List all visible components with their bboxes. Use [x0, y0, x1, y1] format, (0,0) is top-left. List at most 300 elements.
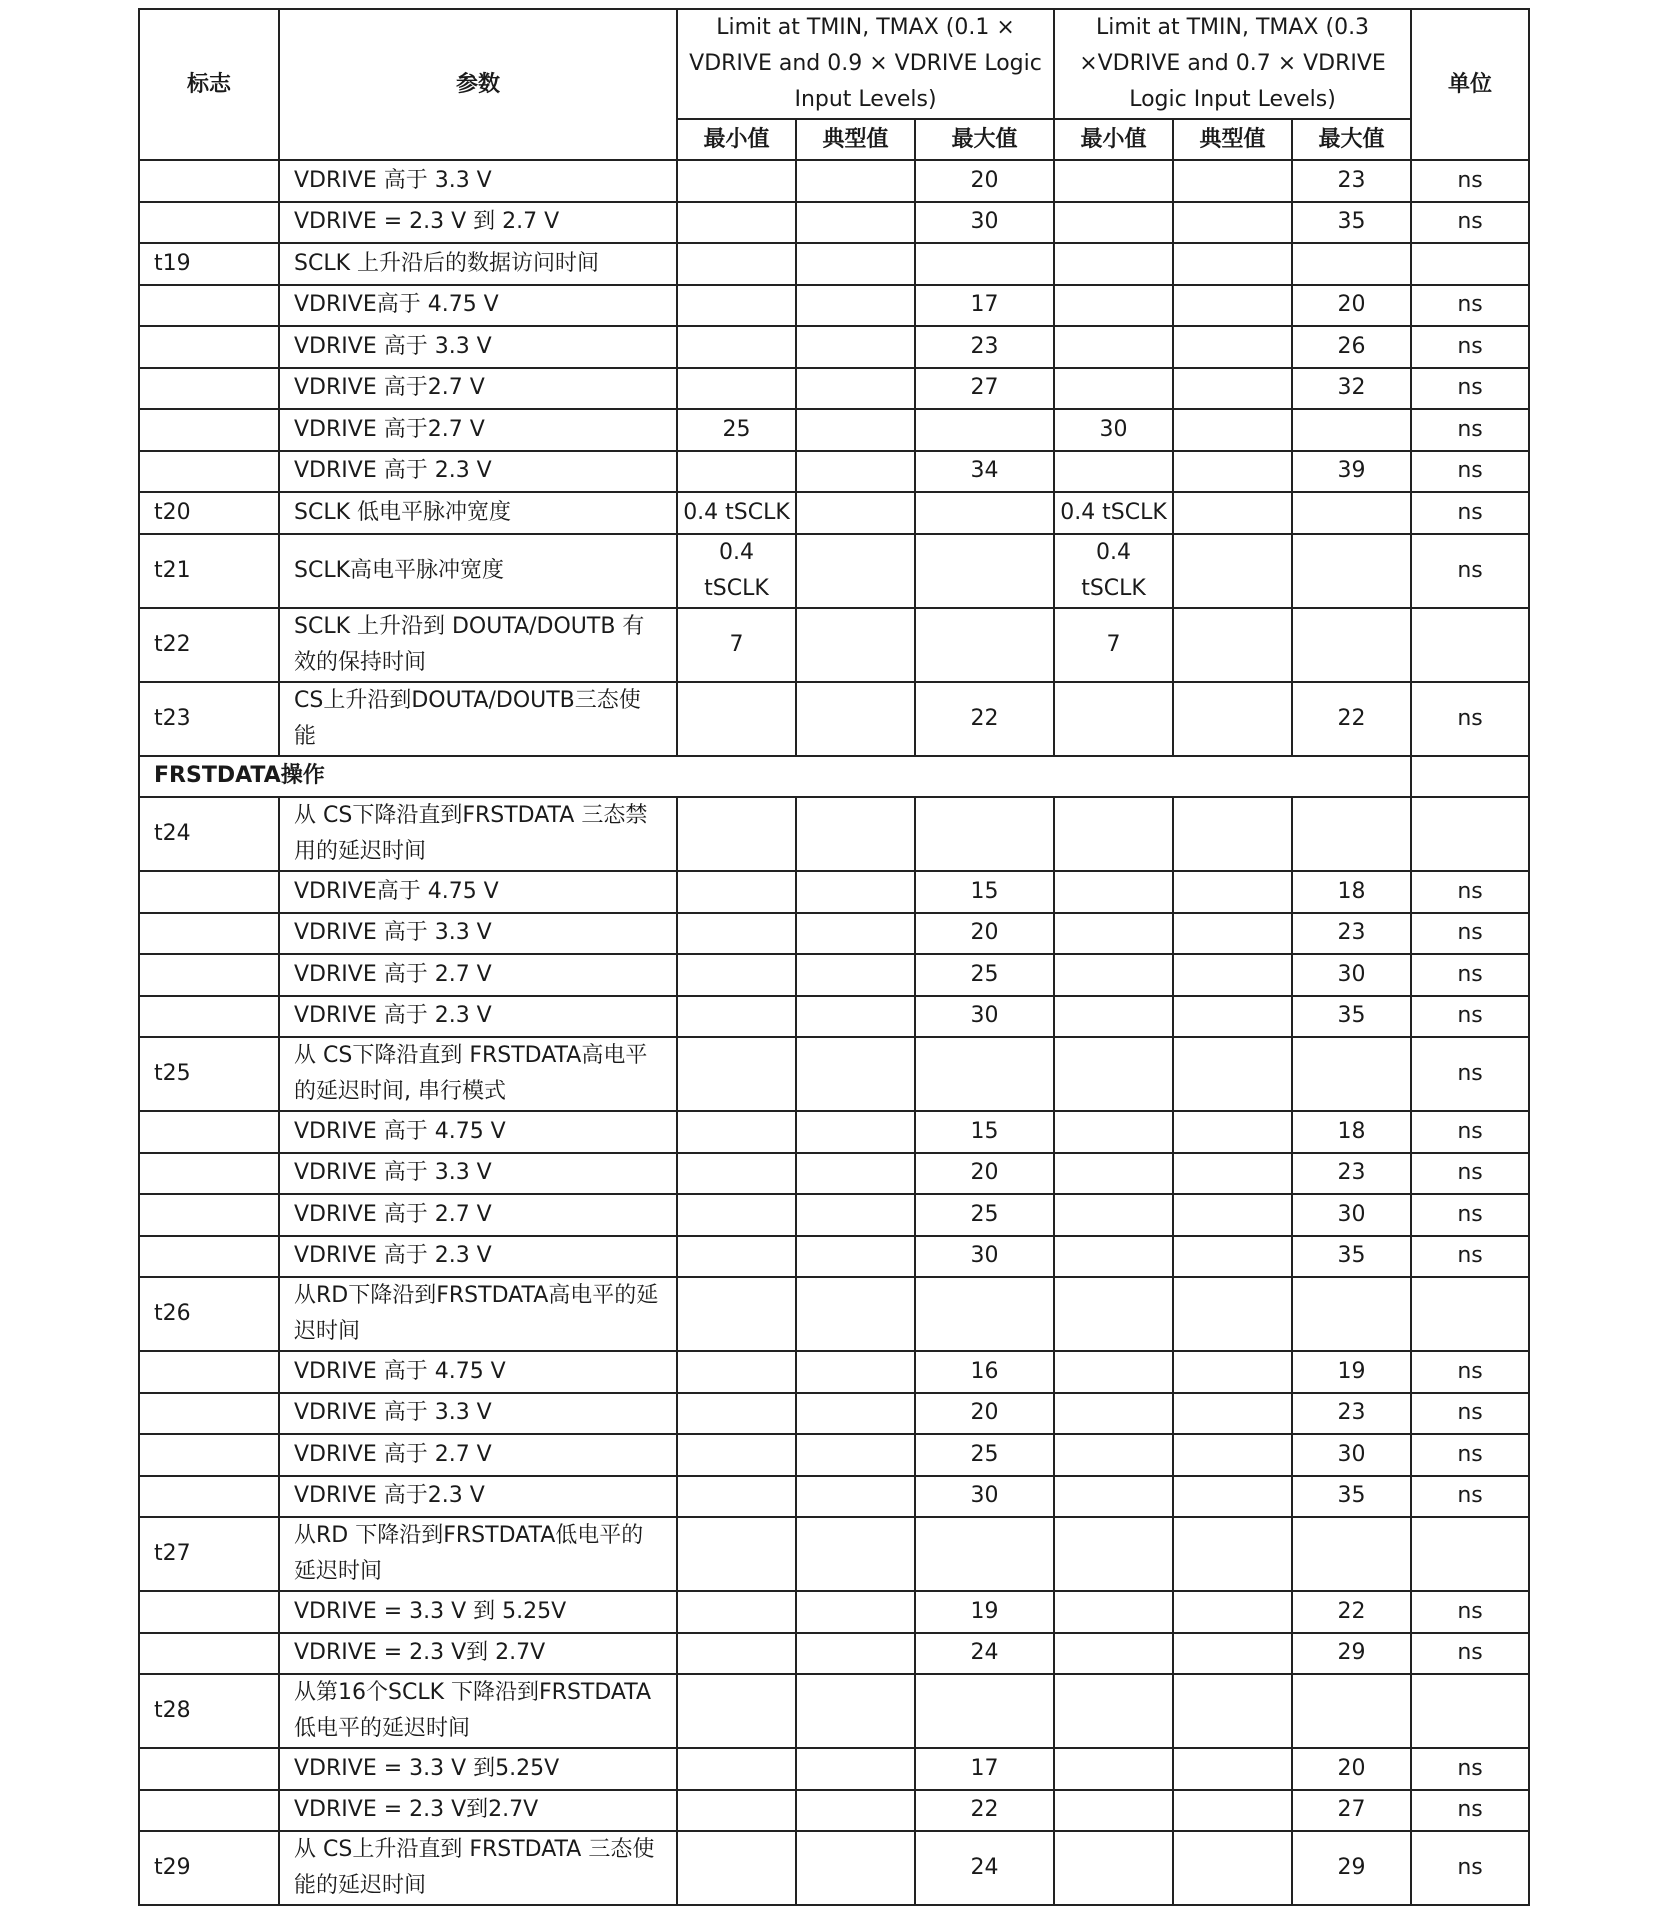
- limit-a-typ-cell: [796, 996, 915, 1038]
- symbol-cell: [139, 1111, 279, 1153]
- symbol-cell: [139, 1434, 279, 1476]
- limit-a-max-cell: [915, 1277, 1054, 1351]
- limit-a-min-cell: [677, 160, 796, 202]
- limit-a-min-cell: [677, 1831, 796, 1905]
- unit-cell: ns: [1411, 1591, 1529, 1633]
- unit-cell: [1411, 1517, 1529, 1591]
- parameter-cell: SCLK高电平脉冲宽度: [279, 534, 677, 608]
- limit-b-typ-cell: [1173, 1831, 1292, 1905]
- table-row: [139, 1591, 1529, 1633]
- limit-b-typ-cell: [1173, 1236, 1292, 1278]
- parameter-cell: SCLK 低电平脉冲宽度: [279, 492, 677, 534]
- limit-a-max-cell: 27: [915, 368, 1054, 410]
- table-row: [139, 1277, 1529, 1351]
- limit-a-typ-cell: [796, 871, 915, 913]
- limit-b-typ-cell: [1173, 1393, 1292, 1435]
- parameter-cell: VDRIVE = 2.3 V到 2.7V: [279, 1633, 677, 1675]
- header-unit: 单位: [1411, 9, 1529, 160]
- symbol-cell: t24: [139, 797, 279, 871]
- table-row: [139, 1037, 1529, 1111]
- limit-a-typ-cell: [796, 1111, 915, 1153]
- limit-a-min-cell: [677, 996, 796, 1038]
- unit-cell: ns: [1411, 368, 1529, 410]
- unit-cell: [1411, 1277, 1529, 1351]
- limit-b-max-cell: [1292, 1277, 1411, 1351]
- limit-b-typ-cell: [1173, 682, 1292, 756]
- limit-a-min-cell: [677, 1351, 796, 1393]
- section-title: FRSTDATA操作: [139, 756, 1411, 798]
- limit-a-min-cell: [677, 1790, 796, 1832]
- limit-b-min-cell: [1054, 1674, 1173, 1748]
- symbol-cell: [139, 1633, 279, 1675]
- limit-a-min-cell: [677, 285, 796, 327]
- limit-a-min-cell: 7: [677, 608, 796, 682]
- limit-a-max-cell: [915, 1517, 1054, 1591]
- limit-b-min-cell: 30: [1054, 409, 1173, 451]
- limit-b-min-cell: [1054, 1748, 1173, 1790]
- parameter-cell: VDRIVE 高于2.7 V: [279, 409, 677, 451]
- limit-a-max-cell: 30: [915, 1236, 1054, 1278]
- limit-b-typ-cell: [1173, 160, 1292, 202]
- limit-b-min-cell: [1054, 797, 1173, 871]
- limit-b-typ-cell: [1173, 608, 1292, 682]
- limit-a-min-cell: [677, 954, 796, 996]
- header-limit-a: Limit at TMIN, TMAX (0.1 × VDRIVE and 0.9 × VDRIVE Logic Input Levels): [677, 9, 1054, 119]
- limit-b-typ-cell: [1173, 202, 1292, 244]
- limit-a-typ-cell: [796, 608, 915, 682]
- symbol-cell: t20: [139, 492, 279, 534]
- parameter-cell: SCLK 上升沿后的数据访问时间: [279, 243, 677, 285]
- limit-b-min-cell: [1054, 1434, 1173, 1476]
- limit-a-max-cell: 20: [915, 913, 1054, 955]
- limit-a-max-cell: 17: [915, 1748, 1054, 1790]
- header-b-min: 最小值: [1054, 119, 1173, 160]
- limit-b-max-cell: 18: [1292, 871, 1411, 913]
- limit-a-min-cell: [677, 368, 796, 410]
- limit-b-typ-cell: [1173, 1194, 1292, 1236]
- limit-b-min-cell: [1054, 285, 1173, 327]
- symbol-cell: [139, 1153, 279, 1195]
- limit-a-max-cell: 20: [915, 1393, 1054, 1435]
- limit-a-typ-cell: [796, 1633, 915, 1675]
- limit-a-typ-cell: [796, 1674, 915, 1748]
- unit-cell: ns: [1411, 326, 1529, 368]
- limit-b-max-cell: [1292, 797, 1411, 871]
- table-row: [139, 954, 1529, 996]
- unit-cell: ns: [1411, 160, 1529, 202]
- limit-b-min-cell: [1054, 1037, 1173, 1111]
- limit-b-typ-cell: [1173, 1037, 1292, 1111]
- limit-a-max-cell: [915, 1674, 1054, 1748]
- limit-b-max-cell: 22: [1292, 682, 1411, 756]
- limit-b-max-cell: 27: [1292, 1790, 1411, 1832]
- symbol-cell: [139, 1393, 279, 1435]
- unit-cell: ns: [1411, 682, 1529, 756]
- unit-cell: ns: [1411, 996, 1529, 1038]
- symbol-cell: [139, 1591, 279, 1633]
- unit-cell: ns: [1411, 285, 1529, 327]
- limit-a-min-cell: [677, 1434, 796, 1476]
- limit-b-typ-cell: [1173, 243, 1292, 285]
- table-row: [139, 1633, 1529, 1675]
- limit-a-typ-cell: [796, 368, 915, 410]
- limit-a-min-cell: [677, 1674, 796, 1748]
- unit-cell: ns: [1411, 1434, 1529, 1476]
- limit-b-min-cell: [1054, 1831, 1173, 1905]
- limit-b-max-cell: 23: [1292, 1393, 1411, 1435]
- limit-a-max-cell: 15: [915, 1111, 1054, 1153]
- limit-b-typ-cell: [1173, 797, 1292, 871]
- limit-b-min-cell: [1054, 996, 1173, 1038]
- table-row: [139, 368, 1529, 410]
- limit-a-min-cell: [677, 1277, 796, 1351]
- unit-cell: ns: [1411, 1393, 1529, 1435]
- limit-b-max-cell: [1292, 409, 1411, 451]
- symbol-cell: t23: [139, 682, 279, 756]
- parameter-cell: 从 CS下降沿直到FRSTDATA 三态禁用的延迟时间: [279, 797, 677, 871]
- limit-b-max-cell: 35: [1292, 996, 1411, 1038]
- table-row: [139, 1748, 1529, 1790]
- table-row: [139, 1831, 1529, 1905]
- unit-cell: [1411, 756, 1529, 798]
- symbol-cell: [139, 285, 279, 327]
- parameter-cell: 从RD下降沿到FRSTDATA高电平的延迟时间: [279, 1277, 677, 1351]
- parameter-cell: VDRIVE = 3.3 V 到5.25V: [279, 1748, 677, 1790]
- limit-b-min-cell: [1054, 1591, 1173, 1633]
- table-row: [139, 492, 1529, 534]
- limit-b-max-cell: 26: [1292, 326, 1411, 368]
- limit-b-typ-cell: [1173, 1434, 1292, 1476]
- limit-b-typ-cell: [1173, 1748, 1292, 1790]
- symbol-cell: [139, 160, 279, 202]
- symbol-cell: [139, 326, 279, 368]
- symbol-cell: [139, 1194, 279, 1236]
- symbol-cell: [139, 954, 279, 996]
- limit-a-min-cell: [677, 202, 796, 244]
- table-row: [139, 451, 1529, 493]
- limit-b-typ-cell: [1173, 913, 1292, 955]
- limit-b-typ-cell: [1173, 492, 1292, 534]
- parameter-cell: VDRIVE高于 4.75 V: [279, 285, 677, 327]
- limit-b-typ-cell: [1173, 409, 1292, 451]
- limit-b-max-cell: 32: [1292, 368, 1411, 410]
- limit-a-max-cell: 24: [915, 1633, 1054, 1675]
- limit-b-min-cell: [1054, 160, 1173, 202]
- limit-a-typ-cell: [796, 409, 915, 451]
- limit-a-min-cell: [677, 913, 796, 955]
- limit-a-typ-cell: [796, 1277, 915, 1351]
- parameter-cell: VDRIVE 高于 2.7 V: [279, 954, 677, 996]
- limit-a-min-cell: [677, 326, 796, 368]
- limit-a-min-cell: [677, 682, 796, 756]
- table-row: [139, 202, 1529, 244]
- limit-a-typ-cell: [796, 1393, 915, 1435]
- limit-b-max-cell: 30: [1292, 1434, 1411, 1476]
- limit-a-max-cell: 15: [915, 871, 1054, 913]
- symbol-cell: t25: [139, 1037, 279, 1111]
- limit-b-min-cell: [1054, 1153, 1173, 1195]
- limit-b-max-cell: 35: [1292, 1476, 1411, 1518]
- limit-a-typ-cell: [796, 202, 915, 244]
- limit-a-max-cell: [915, 797, 1054, 871]
- limit-a-typ-cell: [796, 1831, 915, 1905]
- unit-cell: ns: [1411, 1633, 1529, 1675]
- symbol-cell: t26: [139, 1277, 279, 1351]
- limit-a-max-cell: 22: [915, 682, 1054, 756]
- limit-b-max-cell: [1292, 492, 1411, 534]
- limit-b-typ-cell: [1173, 1633, 1292, 1675]
- header-a-typ: 典型值: [796, 119, 915, 160]
- limit-b-max-cell: 19: [1292, 1351, 1411, 1393]
- limit-a-typ-cell: [796, 1194, 915, 1236]
- unit-cell: ns: [1411, 1236, 1529, 1278]
- table-row: [139, 285, 1529, 327]
- limit-a-min-cell: [677, 1591, 796, 1633]
- limit-a-min-cell: 25: [677, 409, 796, 451]
- table-row: [139, 682, 1529, 756]
- parameter-cell: VDRIVE 高于 2.7 V: [279, 1194, 677, 1236]
- parameter-cell: VDRIVE 高于 2.7 V: [279, 1434, 677, 1476]
- limit-b-min-cell: [1054, 1517, 1173, 1591]
- limit-b-typ-cell: [1173, 1153, 1292, 1195]
- limit-b-max-cell: 18: [1292, 1111, 1411, 1153]
- header-limit-b: Limit at TMIN, TMAX (0.3 ×VDRIVE and 0.7 × VDRIVE Logic Input Levels): [1054, 9, 1411, 119]
- symbol-cell: [139, 1351, 279, 1393]
- unit-cell: [1411, 797, 1529, 871]
- table-row: [139, 326, 1529, 368]
- table-row: [139, 1393, 1529, 1435]
- limit-a-typ-cell: [796, 243, 915, 285]
- table-row: [139, 1674, 1529, 1748]
- limit-b-min-cell: [1054, 451, 1173, 493]
- symbol-cell: t19: [139, 243, 279, 285]
- limit-a-typ-cell: [796, 326, 915, 368]
- limit-b-typ-cell: [1173, 368, 1292, 410]
- limit-a-max-cell: [915, 608, 1054, 682]
- table-row: [139, 871, 1529, 913]
- parameter-cell: VDRIVE 高于 2.3 V: [279, 451, 677, 493]
- limit-b-min-cell: [1054, 326, 1173, 368]
- limit-b-max-cell: [1292, 243, 1411, 285]
- limit-a-typ-cell: [796, 451, 915, 493]
- unit-cell: ns: [1411, 1037, 1529, 1111]
- unit-cell: ns: [1411, 534, 1529, 608]
- header-b-max: 最大值: [1292, 119, 1411, 160]
- limit-a-typ-cell: [796, 285, 915, 327]
- limit-b-min-cell: 0.4 tSCLK: [1054, 492, 1173, 534]
- limit-a-max-cell: [915, 243, 1054, 285]
- table-row: [139, 1111, 1529, 1153]
- limit-a-min-cell: [677, 1476, 796, 1518]
- limit-a-typ-cell: [796, 1153, 915, 1195]
- parameter-cell: VDRIVE 高于 3.3 V: [279, 1153, 677, 1195]
- limit-b-typ-cell: [1173, 871, 1292, 913]
- limit-b-typ-cell: [1173, 1476, 1292, 1518]
- limit-a-max-cell: 16: [915, 1351, 1054, 1393]
- limit-a-min-cell: [677, 1153, 796, 1195]
- limit-b-min-cell: [1054, 1111, 1173, 1153]
- symbol-cell: [139, 409, 279, 451]
- parameter-cell: VDRIVE 高于 3.3 V: [279, 326, 677, 368]
- limit-a-typ-cell: [796, 682, 915, 756]
- limit-a-max-cell: 30: [915, 202, 1054, 244]
- parameter-cell: VDRIVE高于 4.75 V: [279, 871, 677, 913]
- limit-a-min-cell: [677, 1748, 796, 1790]
- limit-a-typ-cell: [796, 1037, 915, 1111]
- limit-a-min-cell: [677, 451, 796, 493]
- limit-b-max-cell: [1292, 608, 1411, 682]
- unit-cell: ns: [1411, 1476, 1529, 1518]
- limit-a-max-cell: [915, 1037, 1054, 1111]
- limit-a-typ-cell: [796, 1351, 915, 1393]
- limit-a-max-cell: [915, 492, 1054, 534]
- limit-a-min-cell: [677, 1037, 796, 1111]
- limit-b-typ-cell: [1173, 285, 1292, 327]
- parameter-cell: VDRIVE 高于 3.3 V: [279, 160, 677, 202]
- unit-cell: ns: [1411, 1194, 1529, 1236]
- table-body: [139, 160, 1529, 1905]
- limit-b-min-cell: 0.4 tSCLK: [1054, 534, 1173, 608]
- limit-a-min-cell: [677, 1111, 796, 1153]
- limit-a-max-cell: 22: [915, 1790, 1054, 1832]
- limit-a-min-cell: [677, 1194, 796, 1236]
- limit-b-max-cell: 20: [1292, 285, 1411, 327]
- parameter-cell: VDRIVE = 2.3 V 到 2.7 V: [279, 202, 677, 244]
- table-row: [139, 160, 1529, 202]
- table-row: [139, 996, 1529, 1038]
- limit-b-max-cell: 29: [1292, 1633, 1411, 1675]
- limit-a-min-cell: [677, 1517, 796, 1591]
- parameter-cell: VDRIVE 高于 3.3 V: [279, 913, 677, 955]
- table-row: [139, 534, 1529, 608]
- limit-a-typ-cell: [796, 1236, 915, 1278]
- limit-a-typ-cell: [796, 913, 915, 955]
- limit-b-max-cell: 35: [1292, 202, 1411, 244]
- limit-a-max-cell: 20: [915, 160, 1054, 202]
- limit-a-typ-cell: [796, 492, 915, 534]
- limit-b-typ-cell: [1173, 954, 1292, 996]
- limit-b-typ-cell: [1173, 1591, 1292, 1633]
- limit-a-typ-cell: [796, 954, 915, 996]
- limit-b-max-cell: 22: [1292, 1591, 1411, 1633]
- limit-a-typ-cell: [796, 534, 915, 608]
- limit-a-max-cell: 19: [915, 1591, 1054, 1633]
- limit-b-max-cell: 23: [1292, 1153, 1411, 1195]
- limit-b-max-cell: 23: [1292, 160, 1411, 202]
- limit-a-max-cell: 24: [915, 1831, 1054, 1905]
- limit-b-min-cell: [1054, 1633, 1173, 1675]
- limit-a-typ-cell: [796, 160, 915, 202]
- unit-cell: ns: [1411, 1748, 1529, 1790]
- limit-b-typ-cell: [1173, 451, 1292, 493]
- symbol-cell: [139, 1790, 279, 1832]
- limit-a-max-cell: 25: [915, 954, 1054, 996]
- limit-a-min-cell: [677, 797, 796, 871]
- limit-a-typ-cell: [796, 1748, 915, 1790]
- parameter-cell: 从 CS上升沿直到 FRSTDATA 三态使能的延迟时间: [279, 1831, 677, 1905]
- symbol-cell: [139, 451, 279, 493]
- symbol-cell: t21: [139, 534, 279, 608]
- unit-cell: ns: [1411, 1111, 1529, 1153]
- parameter-cell: VDRIVE 高于 2.3 V: [279, 996, 677, 1038]
- limit-a-max-cell: 30: [915, 1476, 1054, 1518]
- table-row: [139, 1194, 1529, 1236]
- header-symbol: 标志: [139, 9, 279, 160]
- parameter-cell: VDRIVE = 2.3 V到2.7V: [279, 1790, 677, 1832]
- symbol-cell: [139, 1236, 279, 1278]
- section-row: [139, 756, 1529, 798]
- parameter-cell: VDRIVE 高于 2.3 V: [279, 1236, 677, 1278]
- limit-a-max-cell: 34: [915, 451, 1054, 493]
- limit-b-typ-cell: [1173, 326, 1292, 368]
- table-row: [139, 1790, 1529, 1832]
- limit-b-max-cell: 39: [1292, 451, 1411, 493]
- limit-b-max-cell: [1292, 534, 1411, 608]
- unit-cell: [1411, 608, 1529, 682]
- limit-a-typ-cell: [796, 1434, 915, 1476]
- header-a-min: 最小值: [677, 119, 796, 160]
- unit-cell: [1411, 1674, 1529, 1748]
- header-a-max: 最大值: [915, 119, 1054, 160]
- limit-b-typ-cell: [1173, 534, 1292, 608]
- unit-cell: ns: [1411, 1831, 1529, 1905]
- limit-a-typ-cell: [796, 797, 915, 871]
- limit-b-typ-cell: [1173, 1517, 1292, 1591]
- limit-b-min-cell: [1054, 243, 1173, 285]
- limit-b-min-cell: [1054, 913, 1173, 955]
- limit-a-max-cell: 30: [915, 996, 1054, 1038]
- parameter-cell: SCLK 上升沿到 DOUTA/DOUTB 有效的保持时间: [279, 608, 677, 682]
- limit-b-max-cell: [1292, 1674, 1411, 1748]
- limit-a-max-cell: 23: [915, 326, 1054, 368]
- parameter-cell: 从 CS下降沿直到 FRSTDATA高电平的延迟时间, 串行模式: [279, 1037, 677, 1111]
- table-row: [139, 1434, 1529, 1476]
- unit-cell: ns: [1411, 451, 1529, 493]
- symbol-cell: t29: [139, 1831, 279, 1905]
- unit-cell: ns: [1411, 954, 1529, 996]
- limit-b-min-cell: [1054, 1393, 1173, 1435]
- table-header: [139, 9, 1529, 160]
- limit-a-max-cell: 25: [915, 1194, 1054, 1236]
- header-parameter: 参数: [279, 9, 677, 160]
- symbol-cell: [139, 1476, 279, 1518]
- limit-b-max-cell: 30: [1292, 1194, 1411, 1236]
- symbol-cell: [139, 202, 279, 244]
- table-row: [139, 1476, 1529, 1518]
- parameter-cell: VDRIVE 高于2.7 V: [279, 368, 677, 410]
- unit-cell: ns: [1411, 913, 1529, 955]
- limit-a-max-cell: [915, 409, 1054, 451]
- limit-b-max-cell: 29: [1292, 1831, 1411, 1905]
- limit-a-max-cell: [915, 534, 1054, 608]
- timing-spec-table: [138, 8, 1530, 1906]
- limit-b-max-cell: [1292, 1037, 1411, 1111]
- limit-a-typ-cell: [796, 1476, 915, 1518]
- parameter-cell: VDRIVE 高于 3.3 V: [279, 1393, 677, 1435]
- limit-a-typ-cell: [796, 1790, 915, 1832]
- limit-a-min-cell: 0.4 tSCLK: [677, 534, 796, 608]
- limit-b-typ-cell: [1173, 1111, 1292, 1153]
- limit-a-min-cell: 0.4 tSCLK: [677, 492, 796, 534]
- limit-b-min-cell: [1054, 1476, 1173, 1518]
- symbol-cell: [139, 913, 279, 955]
- symbol-cell: t22: [139, 608, 279, 682]
- limit-b-max-cell: 35: [1292, 1236, 1411, 1278]
- limit-a-min-cell: [677, 871, 796, 913]
- limit-a-max-cell: 17: [915, 285, 1054, 327]
- unit-cell: ns: [1411, 1153, 1529, 1195]
- limit-b-max-cell: 30: [1292, 954, 1411, 996]
